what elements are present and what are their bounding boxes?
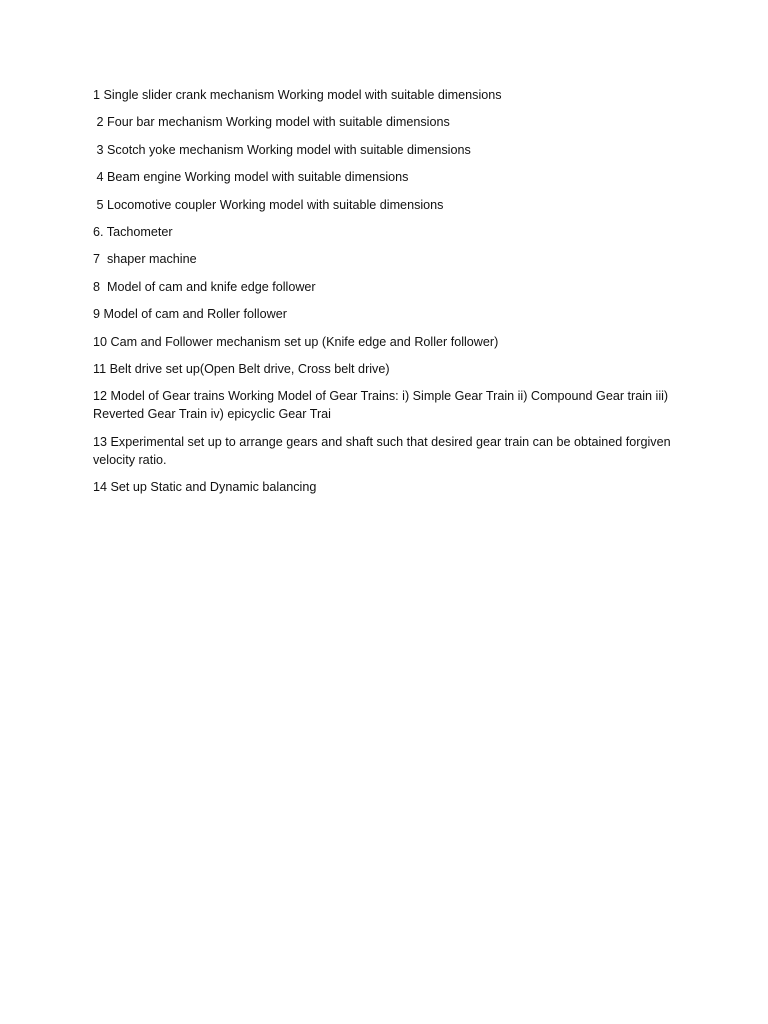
list-item: 1 Single slider crank mechanism Working model with suitable dimensions xyxy=(93,88,502,102)
list-item: 10 Cam and Follower mechanism set up (Knife edge and Roller follower) xyxy=(93,334,499,349)
list-item: 4 Beam engine Working model with suitable dimensions xyxy=(93,170,409,185)
list-item: 11 Belt drive set up(Open Belt drive, Cross belt drive) xyxy=(93,361,390,376)
list-item: 7 shaper machine xyxy=(93,252,197,267)
list-item: 6. Tachometer xyxy=(93,224,173,239)
list-item: 3 Scotch yoke mechanism Working model with suitable dimensions xyxy=(93,142,471,157)
list-item: 2 Four bar mechanism Working model with suitable dimensions xyxy=(93,115,450,130)
list-item: 13 Experimental set up to arrange gears and shaft such that desired gear train can be obtained forgiven velocity ratio. xyxy=(93,434,675,467)
list-item: 14 Set up Static and Dynamic balancing xyxy=(93,480,317,495)
experiment-list xyxy=(93,86,673,505)
list-item: 8 Model of cam and knife edge follower xyxy=(93,279,316,294)
list-item: 9 Model of cam and Roller follower xyxy=(93,307,287,322)
list-item: 12 Model of Gear trains Working Model of Gear Trains: i) Simple Gear Train ii) Compound Gear train iii) Reverted Gear Train iv) epicyclic Gear Trai xyxy=(93,389,672,422)
list-item: 5 Locomotive coupler Working model with suitable dimensions xyxy=(93,197,444,212)
